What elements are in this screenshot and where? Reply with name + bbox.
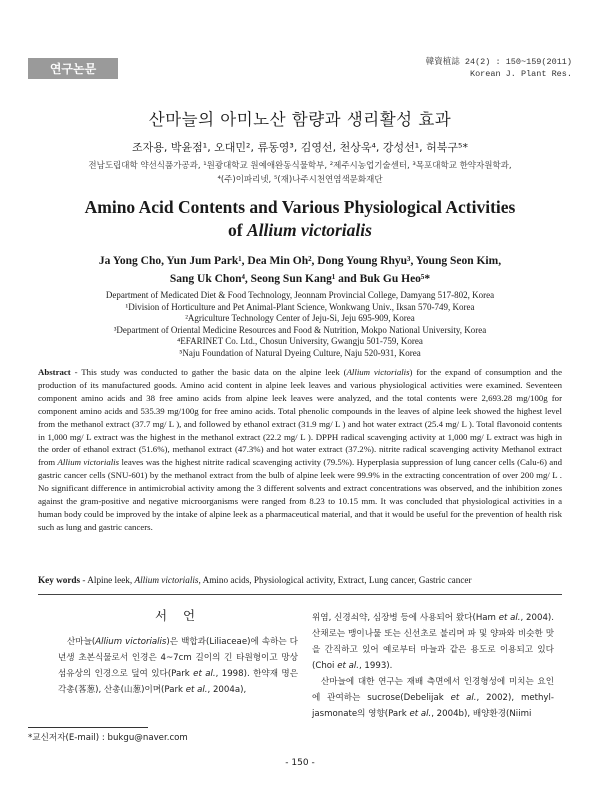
body-text: 산마늘에 대한 연구는 재배 측면에서 인경형성에 미치는 요인에 관여하는 sucrose(Debelijak xyxy=(312,677,554,703)
abstract-species: Allium victorialis xyxy=(346,367,410,377)
korean-authors: 조자용, 박윤점¹, 오대민², 류동영³, 김영선, 천상욱⁴, 강성선¹, 허북구⁵* xyxy=(132,141,468,154)
body-column-right xyxy=(312,610,554,722)
footnote-divider xyxy=(28,727,148,728)
body-text-left xyxy=(58,634,298,698)
paragraph xyxy=(58,634,298,698)
korean-affiliation-line: 전남도립대학 약선식품가공과, ¹원광대학교 원예애완동식물학부, ²제주시농업기술센터, ³목포대학교 한약자원학과, xyxy=(88,161,512,171)
title-prefix: of xyxy=(228,220,247,240)
english-affiliation-line: ⁴EFARINET Co. Ltd., Chosun University, Gwangju 501-759, Korea xyxy=(177,336,423,347)
korean-affiliations xyxy=(30,159,570,187)
citation-etal: et al. xyxy=(498,613,521,623)
section-divider xyxy=(38,594,562,595)
english-affiliations xyxy=(40,290,560,360)
english-title xyxy=(0,196,600,242)
paragraph xyxy=(312,610,554,674)
body-text: , 1998). 한약재 명은 각총(茖葱), 산총(山葱)이며(Park xyxy=(58,669,299,695)
body-text: 산마늘( xyxy=(67,637,96,647)
keywords-label: Key words xyxy=(38,575,81,585)
journal-citation: 韓資植誌 24(2) : 150~159(2011) xyxy=(425,57,572,67)
english-authors xyxy=(0,252,600,288)
paragraph xyxy=(312,674,554,722)
species-name: Allium victorialis xyxy=(247,220,372,240)
abstract-species: Allium victorialis xyxy=(57,457,120,468)
citation-etal: et al. xyxy=(337,661,359,671)
body-text: , 2002), methyl-jasmonate의 영향(Park xyxy=(312,693,555,719)
abstract-text: - This study was conducted to gather the basic data on the alpine leek ( xyxy=(70,367,347,377)
article-type-badge: 연구논문 xyxy=(28,58,118,79)
page-number: - 150 - xyxy=(285,758,315,768)
keywords-text: - Alpine leek, xyxy=(80,575,135,585)
body-text: , 1993). xyxy=(358,661,393,671)
abstract-label: Abstract xyxy=(38,367,71,377)
abstract-text: leaves was the highest nitrite radical scavenging activity (79.5%). Hyperplasia suppression of lung cancer cells (Calu-6) and gastric cancer cells (SNU-601) by the methanol extract from the bulb of alpine leek were 99.9% in the extracting concentration of over 200 mg/ L . No significant difference in antimicrobial activity among the 3 different solvents and extract concentrations was observed, and the inhibition zones against the gram-positive and negative microorganisms were ranged from 8.23 to 10.15 mm. It was concluded that physiological activities in a human body could be improved by the intake of alpine leek as a pharmaceutical material, and that it would be useful for the prevention of health risk such as lung and gastric cancers. xyxy=(38,457,562,532)
korean-affiliation-line: ⁴(주)이파리넷, ⁵(재)나주시천연염색문화재단 xyxy=(217,175,383,185)
body-text: 위염, 신경쇠약, 심장병 등에 사용되어 왔다(Ham xyxy=(312,613,499,623)
english-affiliation-line: Department of Medicated Diet & Food Technology, Jeonnam Provincial College, Damyang 517-802, Korea xyxy=(105,290,495,300)
keywords-text: , Amino acids, Physiological activity, Extract, Lung cancer, Gastric cancer xyxy=(198,575,472,585)
body-text: , 2004). 산채로는 맹이나물 또는 신선초로 불리며 파 및 양파와 비슷한 맛을 간직하고 있어 예로부터 마늘과 같은 용도로 이용되고 있다(Choi xyxy=(312,613,554,671)
body-text: , 2004a), xyxy=(207,685,247,695)
english-affiliation-line: ¹Division of Horticulture and Pet Animal-Plant Science, Wonkwang Univ., Iksan 570-749, Korea xyxy=(125,301,475,312)
citation-etal: et al. xyxy=(185,685,208,695)
abstract-text: ) for the expand of consumption and the production of its manufactured goods. Amino acid content in alpine leek leaves and various physiological activities were examined. Seventeen component amino acids and 38 free amino acids from alpine leek leaves were analyzed, and the total contents were 2,693.28 mg/100g for component amino acids and 535.39 mg/100g for free amino acids. Total phenolic compounds in the leaves of alpine leek showed the highest level from the methanol extract (37.7 mg/ L ), and followed by ethanol extract (31.9 mg/ L ) and hot water extract (25.4 mg/ L ). Total flavonoid contents in 1,000 mg/ L extract was the highest in the methanol extract (22.2 mg/ L ). DPPH radical scavenging activity at 1,000 mg/ L extract was high in the order of ethanol extract (51.6%), methanol extract (47.3%) and hot water extract (37.2%). nitrite radical scavenging activity Methanol extract from xyxy=(38,367,562,468)
section-title: 서 언 xyxy=(154,608,202,623)
english-affiliation-line: ⁵Naju Foundation of Natural Dyeing Culture, Naju 520-931, Korea xyxy=(179,347,421,358)
english-authors-line: Sang Uk Chon⁴, Seong Sun Kang¹ and Buk Gu Heo⁵* xyxy=(169,273,431,285)
journal-reference xyxy=(426,56,572,80)
citation-etal: et al. xyxy=(450,693,477,703)
citation-etal: et al. xyxy=(409,709,432,719)
keywords-species: Allium victorialis xyxy=(134,575,199,585)
body-text-right xyxy=(312,610,554,722)
abstract xyxy=(38,366,562,534)
english-title-line xyxy=(0,219,600,242)
journal-name: Korean J. Plant Res. xyxy=(469,69,572,79)
citation-etal: et al. xyxy=(193,669,216,679)
english-authors-line: Ja Yong Cho, Yun Jum Park¹, Dea Min Oh², Dong Young Rhyu³, Young Seon Kim, xyxy=(98,255,502,267)
english-title-line: Amino Acid Contents and Various Physiological Activities xyxy=(84,197,516,217)
corresponding-author: *교신저자(E-mail) : bukgu@naver.com xyxy=(28,733,188,743)
species-name: Allium victorialis xyxy=(95,637,167,647)
keywords xyxy=(38,575,562,585)
english-affiliation-line: ²Agriculture Technology Center of Jeju-Si, Jeju 695-909, Korea xyxy=(185,313,415,324)
body-text: )은 백합과(Liliaceae)에 속하는 다년생 초본식물로서 인경은 4~7cm 길이의 긴 타원형이고 망상섬유상의 인경으로 덮여 있다(Park xyxy=(58,637,298,679)
body-text: , 2004b), 배양환경(Niimi xyxy=(431,709,532,719)
korean-title: 산마늘의 아미노산 함량과 생리활성 효과 xyxy=(148,110,452,129)
body-column-left xyxy=(58,606,298,698)
english-affiliation-line: ³Department of Oriental Medicine Resources and Food & Nutrition, Mokpo National University, Korea xyxy=(113,324,487,335)
